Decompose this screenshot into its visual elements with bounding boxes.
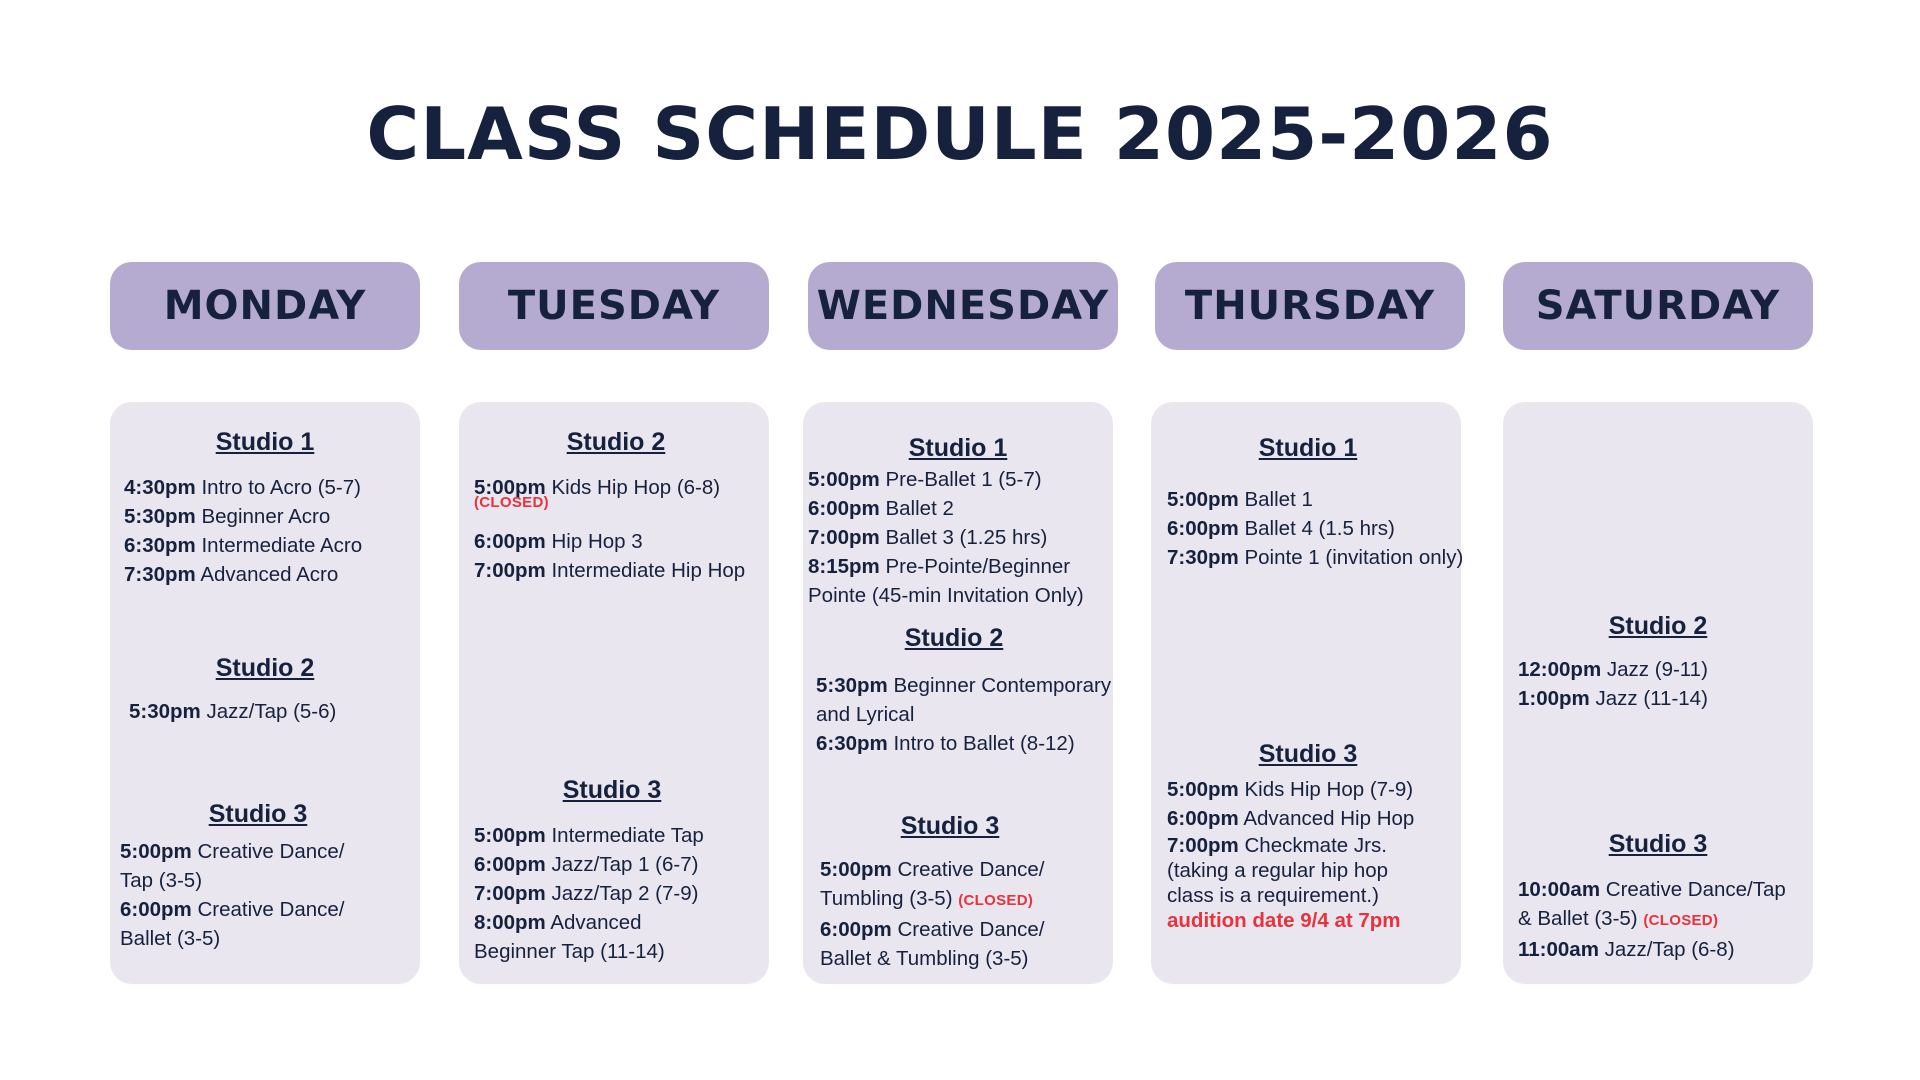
class-entry — [820, 855, 1065, 915]
class-time: 6:00pm — [1167, 517, 1239, 540]
class-entry — [474, 527, 769, 556]
class-time: 5:00pm — [1167, 778, 1239, 801]
class-desc: Jazz/Tap (5-6) — [206, 700, 337, 723]
closed-badge: (CLOSED) — [958, 892, 1034, 909]
class-desc: Kids Hip Hop (7-9) — [1244, 778, 1414, 801]
class-entry — [124, 560, 420, 589]
class-desc: Pre-Pointe/Beginner Pointe (45-min Invitation Only) — [808, 555, 1084, 607]
class-desc: Ballet 2 — [885, 497, 954, 520]
studio-name: Studio 2 — [566, 428, 666, 456]
class-entry — [1518, 684, 1813, 713]
class-desc: Checkmate Jrs. — [1244, 834, 1387, 857]
class-entry — [124, 531, 420, 560]
class-entry — [124, 473, 420, 502]
page-title: CLASS SCHEDULE 2025-2026 — [366, 92, 1554, 176]
class-desc: Ballet 4 (1.5 hrs) — [1244, 517, 1395, 540]
class-time: 8:00pm — [474, 911, 546, 934]
studio-block — [110, 428, 420, 589]
class-time: 7:30pm — [124, 563, 196, 586]
studio-block — [110, 654, 420, 726]
class-entry — [1167, 485, 1461, 514]
day-column-wednesday — [806, 262, 1116, 970]
day-panel-saturday — [1503, 402, 1813, 984]
class-entry — [816, 671, 1115, 729]
class-time: 7:00pm — [474, 559, 546, 582]
day-header-saturday: SATURDAY — [1503, 262, 1813, 350]
class-time: 6:00pm — [820, 918, 892, 941]
day-column-monday — [110, 262, 420, 950]
day-column-thursday — [1155, 262, 1465, 932]
studio-block — [1151, 434, 1464, 572]
studio-name: Studio 2 — [215, 654, 315, 682]
studio-name: Studio 3 — [208, 800, 308, 828]
class-time: 1:00pm — [1518, 687, 1590, 710]
class-entry — [129, 697, 420, 726]
day-header-tuesday: TUESDAY — [459, 262, 769, 350]
studio-name: Studio 3 — [562, 776, 662, 804]
class-desc: Jazz (9-11) — [1606, 658, 1708, 681]
class-entry — [808, 552, 1108, 610]
class-note: (taking a regular hip hop class is a requirement.) — [1167, 859, 1389, 907]
day-header-monday: MONDAY — [110, 262, 420, 350]
day-panel-tuesday — [459, 402, 769, 984]
class-time: 5:00pm — [808, 468, 880, 491]
class-desc: Pre-Ballet 1 (5-7) — [885, 468, 1042, 491]
class-time: 6:00pm — [474, 853, 546, 876]
class-time: 6:00pm — [1167, 807, 1239, 830]
studio-name: Studio 1 — [1258, 434, 1358, 462]
studio-name: Studio 2 — [904, 624, 1004, 652]
class-entry — [120, 837, 360, 895]
day-header-thursday: THURSDAY — [1155, 262, 1465, 350]
day-column-saturday — [1503, 262, 1813, 961]
day-panel-thursday — [1151, 402, 1464, 984]
class-desc: Intro to Acro (5-7) — [201, 476, 361, 499]
class-desc: Advanced Hip Hop — [1243, 807, 1415, 830]
closed-badge: (CLOSED) — [1643, 912, 1719, 929]
class-time: 6:30pm — [124, 534, 196, 557]
class-desc: Pointe 1 (invitation only) — [1244, 546, 1464, 569]
class-desc: Kids Hip Hop (6-8) — [551, 476, 721, 499]
class-entry — [808, 465, 1108, 494]
class-desc: Advanced Acro — [200, 563, 339, 586]
class-entry — [1167, 543, 1464, 572]
class-desc: Advanced Beginner Tap (11-14) — [474, 911, 665, 963]
studio-block — [110, 800, 420, 953]
studio-name: Studio 3 — [900, 812, 1000, 840]
class-desc: Intro to Ballet (8-12) — [893, 732, 1075, 755]
class-desc: Beginner Contemporary and Lyrical — [816, 674, 1112, 726]
class-desc: Ballet 1 — [1244, 488, 1313, 511]
class-entry — [1518, 655, 1813, 684]
class-desc: Creative Dance/ Ballet (3-5) — [120, 898, 345, 950]
class-entry — [124, 502, 420, 531]
studio-name: Studio 2 — [1608, 612, 1708, 640]
class-time: 5:30pm — [816, 674, 888, 697]
class-entry — [474, 908, 709, 966]
studio-block — [459, 776, 769, 966]
studio-block — [1151, 740, 1461, 933]
class-desc: Jazz/Tap 2 (7-9) — [551, 882, 699, 905]
studio-block — [1503, 830, 1813, 964]
class-entry — [1518, 935, 1798, 964]
class-time: 4:30pm — [124, 476, 196, 499]
class-desc: Intermediate Hip Hop — [551, 559, 746, 582]
studio-block — [459, 428, 769, 585]
class-entry — [1167, 833, 1411, 858]
class-entry — [474, 821, 709, 850]
class-time: 7:30pm — [1167, 546, 1239, 569]
studio-name: Studio 1 — [908, 434, 1008, 462]
class-time: 5:30pm — [124, 505, 196, 528]
day-header-wednesday: WEDNESDAY — [808, 262, 1118, 350]
class-entry — [1167, 775, 1414, 804]
class-entry — [808, 523, 1108, 552]
class-time: 11:00am — [1518, 938, 1599, 961]
class-time: 6:30pm — [816, 732, 888, 755]
class-time: 8:15pm — [808, 555, 880, 578]
class-time: 12:00pm — [1518, 658, 1602, 681]
class-time: 7:00pm — [808, 526, 880, 549]
day-panel-wednesday — [803, 402, 1113, 984]
class-time: 10:00am — [1518, 878, 1601, 901]
class-desc: Intermediate Tap — [551, 824, 704, 847]
class-entry — [474, 850, 709, 879]
closed-badge: (CLOSED) — [474, 494, 549, 511]
day-column-tuesday — [459, 262, 769, 963]
class-entry — [120, 895, 360, 953]
class-time: 7:00pm — [1167, 834, 1239, 857]
class-entry — [1167, 804, 1415, 833]
class-time: 5:00pm — [120, 840, 192, 863]
class-desc: Intermediate Acro — [201, 534, 363, 557]
studio-name: Studio 3 — [1258, 740, 1358, 768]
class-entry — [816, 729, 1115, 758]
studio-name: Studio 1 — [215, 428, 315, 456]
class-time: 5:00pm — [474, 824, 546, 847]
class-time: 5:00pm — [1167, 488, 1239, 511]
studio-block — [803, 812, 1113, 973]
class-time: 6:00pm — [808, 497, 880, 520]
studio-block — [803, 434, 1113, 610]
class-desc: Hip Hop 3 — [551, 530, 643, 553]
studio-name: Studio 3 — [1608, 830, 1708, 858]
class-time: 5:30pm — [129, 700, 201, 723]
class-time: 6:00pm — [120, 898, 192, 921]
class-entry — [474, 556, 769, 585]
class-entry — [474, 879, 709, 908]
class-time: 5:00pm — [474, 476, 546, 499]
class-desc: Jazz/Tap (6-8) — [1604, 938, 1735, 961]
studio-block — [1503, 612, 1813, 713]
class-entry — [808, 494, 1108, 523]
class-entry — [820, 915, 1065, 973]
class-entry — [1518, 875, 1798, 935]
class-desc: Beginner Acro — [201, 505, 331, 528]
class-desc: Jazz/Tap 1 (6-7) — [551, 853, 699, 876]
class-time: 7:00pm — [474, 882, 546, 905]
class-desc: Ballet 3 (1.25 hrs) — [885, 526, 1048, 549]
class-desc: Creative Dance/ Ballet & Tumbling (3-5) — [820, 918, 1045, 970]
class-time: 5:00pm — [820, 858, 892, 881]
class-desc: Creative Dance/ Tumbling (3-5) — [820, 858, 1045, 910]
class-desc: Creative Dance/ Tap (3-5) — [120, 840, 345, 892]
class-desc: Creative Dance/Tap & Ballet (3-5) — [1518, 878, 1786, 930]
audition-alert: audition date 9/4 at 7pm — [1167, 909, 1401, 932]
class-desc: Jazz (11-14) — [1595, 687, 1708, 710]
day-panel-monday — [110, 402, 420, 984]
class-entry — [1167, 514, 1461, 543]
studio-block — [803, 624, 1113, 758]
class-time: 6:00pm — [474, 530, 546, 553]
